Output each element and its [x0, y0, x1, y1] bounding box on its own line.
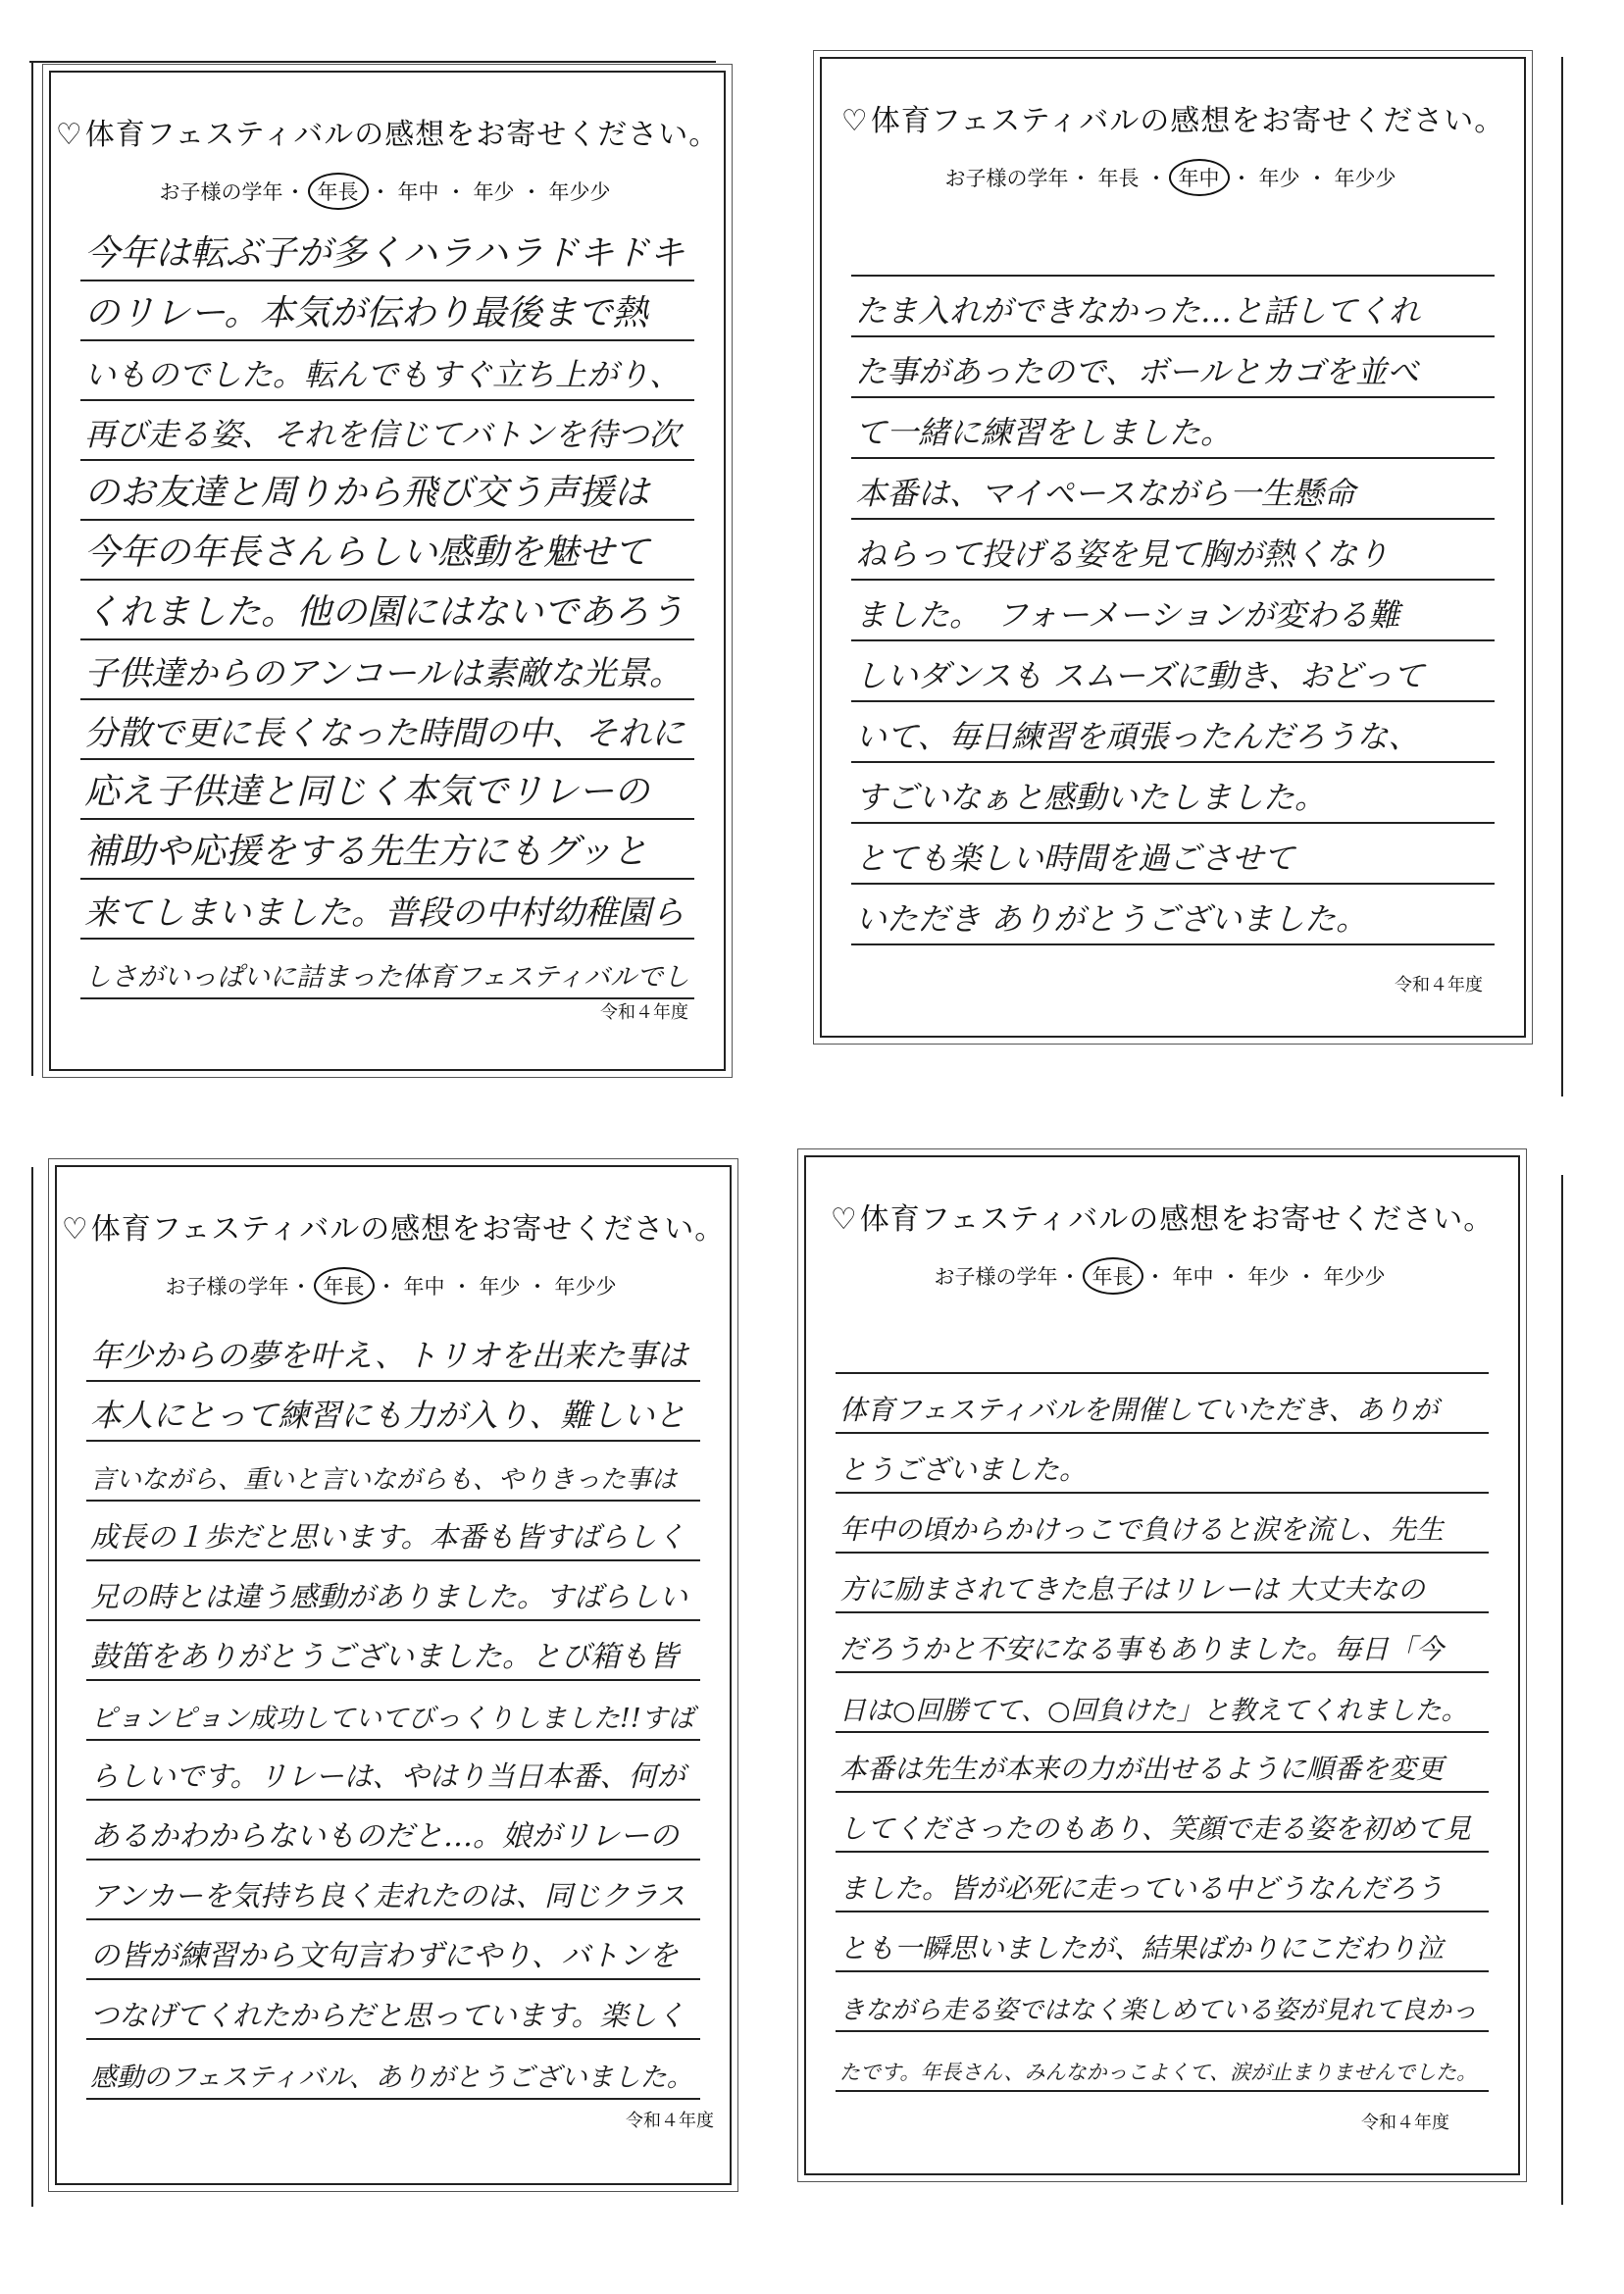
comment-line — [86, 1801, 700, 1861]
comment-lines — [836, 1314, 1489, 2092]
comment-line — [80, 521, 694, 581]
grade-separator: ・ — [1220, 1265, 1242, 1289]
year-footer: 令和４年度 — [626, 2111, 714, 2131]
card-title — [57, 1204, 730, 1248]
comment-line — [836, 1853, 1489, 1912]
comment-line — [86, 2040, 700, 2100]
comment-line-text: 体育フェスティバルを開催していただき、ありが — [839, 1394, 1439, 1426]
comment-line — [86, 1741, 700, 1801]
card-title-text: 体育フェスティバルの感想をお寄せください。 — [859, 1202, 1495, 1237]
comment-line-text: ました。 フォーメーションが変わる難 — [855, 596, 1400, 634]
grade-separator: ・ — [451, 1275, 473, 1299]
comment-line-text: とても楽しい時間を過ごさせて — [855, 840, 1295, 877]
heart-icon: ♡ — [61, 1212, 89, 1247]
comment-line — [80, 640, 694, 700]
comment-line-text: 再び走る姿、それを信じてバトンを待つ次 — [84, 416, 681, 453]
comment-line — [86, 1861, 700, 1920]
comment-line — [836, 1314, 1489, 1374]
comment-line-text: いただき ありがとうございました。 — [855, 900, 1368, 938]
comment-line-text: 本番は、マイペースながら一生懸命 — [855, 475, 1355, 512]
comment-line-text: の皆が練習から文句言わずにやり、バトンを — [90, 1939, 679, 1973]
comment-line — [80, 880, 694, 940]
grade-separator: ・ — [290, 1275, 312, 1299]
grade-separator: ・ — [527, 1275, 548, 1299]
comment-line — [836, 1673, 1489, 1733]
grade-option: 年少少 — [554, 1275, 617, 1299]
heart-icon: ♡ — [830, 1202, 858, 1237]
comment-lines — [851, 216, 1495, 945]
comment-line-text: あるかわからないものだと…。娘がリレーの — [90, 1819, 679, 1854]
comment-lines — [80, 222, 694, 999]
grade-selector — [806, 1257, 1518, 1295]
comment-line-text: たま入れができなかった…と話してくれ — [855, 292, 1421, 330]
comment-line-text: ました。皆が必死に走っている中どうなんだろう — [839, 1872, 1445, 1905]
year-footer: 令和４年度 — [600, 1002, 688, 1023]
comment-line-text: してくださったのもあり、笑顔で走る姿を初めて見 — [839, 1812, 1472, 1845]
comment-line-text: 日は○回勝てて、○回負けた」と教えてくれました。 — [839, 1696, 1468, 1726]
comment-line-text: きながら走る姿ではなく楽しめている姿が見れて良かっ — [839, 1996, 1478, 2025]
grade-separator: ・ — [1144, 1265, 1166, 1289]
grade-selector — [822, 159, 1524, 196]
comment-line-text: 方に励まされてきた息子はリレーは 大丈夫なの — [839, 1573, 1425, 1606]
comment-line — [80, 341, 694, 401]
survey-card-1 — [49, 71, 726, 1071]
grade-separator: ・ — [370, 180, 391, 204]
grade-option: 年少少 — [1323, 1265, 1386, 1289]
scan-rule-right-top — [1561, 57, 1563, 1096]
comment-line — [836, 1912, 1489, 1972]
year-footer: 令和４年度 — [1361, 2113, 1449, 2133]
scan-rule-left-bottom — [31, 1167, 33, 2207]
grade-option: 年少少 — [548, 180, 611, 204]
comment-line-text: のリレー。本気が伝わり最後まで熱 — [84, 293, 648, 333]
comment-line-text: た事があったので、ボールとカゴを並べ — [855, 353, 1419, 390]
comment-line-text: つなげてくれたからだと思っています。楽しく — [90, 1999, 685, 2032]
heart-icon: ♡ — [840, 104, 869, 138]
grade-option: 年中 — [1169, 159, 1230, 196]
comment-line-text: 分散で更に長くなった時間の中、それに — [84, 714, 685, 753]
comment-line — [86, 1382, 700, 1442]
comment-line — [80, 760, 694, 820]
comment-line-text: 言いながら、重いと言いながらも、やりきった事は — [90, 1465, 678, 1495]
comment-line-text: のお友達と周りから飛び交う声援は — [84, 473, 650, 513]
comment-line-text: て一緒に練習をしました。 — [855, 414, 1233, 451]
grade-option: 年少 — [1258, 167, 1300, 190]
comment-line-text: 子供達からのアンコールは素敵な光景。 — [84, 654, 683, 693]
comment-line — [836, 1554, 1489, 1613]
comment-line — [86, 1621, 700, 1681]
comment-line — [86, 1442, 700, 1502]
grade-separator: ・ — [445, 180, 467, 204]
grade-option: 年長 — [1083, 1257, 1143, 1295]
comment-line — [836, 1434, 1489, 1494]
comment-line — [80, 281, 694, 341]
comment-line-text: しいダンスも スムーズに動き、おどって — [855, 657, 1425, 694]
comment-line-text: 本人にとって練習にも力が入り、難しいと — [90, 1397, 686, 1434]
comment-line-text: たです。年長さん、みんなかっこよくて、涙が止まりませんでした。 — [839, 2061, 1478, 2084]
comment-line-text: らしいです。リレーは、やはり当日本番、何が — [90, 1759, 685, 1793]
grade-option: 年少少 — [1334, 167, 1396, 190]
comment-line — [851, 216, 1495, 277]
card-title — [806, 1195, 1518, 1238]
comment-line — [851, 885, 1495, 945]
grade-option: 年長 — [308, 173, 369, 210]
grade-option: 年少 — [473, 180, 515, 204]
comment-line — [836, 1793, 1489, 1853]
comment-line — [80, 820, 694, 880]
grade-selector — [51, 173, 724, 210]
comment-line — [836, 1972, 1489, 2032]
grade-separator: ・ — [1295, 1265, 1317, 1289]
comment-line-text: 今年は転ぶ子が多くハラハラドキドキ — [84, 233, 685, 274]
comment-line — [86, 1502, 700, 1561]
grade-separator: ・ — [284, 180, 306, 204]
grade-option: 年長 — [1097, 167, 1140, 190]
comment-line-text: 鼓笛をありがとうございました。とび箱も皆 — [90, 1640, 679, 1674]
comment-line — [86, 1980, 700, 2040]
grade-option: 年少 — [479, 1275, 521, 1299]
comment-line — [80, 461, 694, 521]
grade-selector — [57, 1267, 730, 1304]
comment-line — [80, 940, 694, 999]
scan-rule-right-bottom — [1561, 1175, 1563, 2205]
comment-line — [851, 581, 1495, 641]
comment-lines — [86, 1322, 700, 2100]
scan-rule-top-left — [29, 61, 716, 63]
grade-separator: ・ — [376, 1275, 397, 1299]
comment-line-text: しさがいっぱいに詰まった体育フェスティバルでし — [84, 962, 689, 993]
comment-line-text: 感動のフェスティバル、ありがとうございました。 — [90, 2063, 693, 2093]
comment-line-text: すごいなぁと感動いたしました。 — [855, 779, 1327, 816]
grade-option: 年中 — [403, 1275, 445, 1299]
heart-icon: ♡ — [55, 118, 83, 152]
comment-line-text: アンカーを気持ち良く走れたのは、同じクラス — [90, 1879, 685, 1912]
comment-line-text: ピョンピョン成功していてびっくりしました!!すば — [90, 1704, 694, 1734]
grade-separator: ・ — [1306, 167, 1328, 190]
grade-separator: ・ — [1231, 167, 1252, 190]
comment-line — [836, 2032, 1489, 2092]
comment-line-text: 兄の時とは違う感動がありました。すばらしい — [90, 1580, 688, 1613]
comment-line — [836, 1613, 1489, 1673]
comment-line — [80, 581, 694, 640]
comment-line — [836, 1494, 1489, 1554]
comment-line-text: 本番は先生が本来の力が出せるように順番を変更 — [839, 1753, 1445, 1785]
scan-rule-left-top — [31, 61, 33, 1076]
comment-line-text: だろうかと不安になる事もありました。毎日「今 — [839, 1633, 1445, 1665]
comment-line — [836, 1374, 1489, 1434]
comment-line — [851, 641, 1495, 702]
comment-line-text: 今年の年長さんらしい感動を魅せて — [84, 533, 650, 573]
comment-line-text: 来てしまいました。普段の中村幼稚園ら — [84, 893, 685, 933]
card-title — [51, 110, 724, 153]
comment-line-text: とうございました。 — [839, 1453, 1088, 1486]
comment-line-text: 成長の１歩だと思います。本番も皆すばらしく — [90, 1520, 685, 1554]
grade-prefix: お子様の学年 — [165, 1275, 289, 1299]
comment-line — [80, 222, 694, 281]
comment-line — [80, 700, 694, 760]
grade-separator: ・ — [1145, 167, 1167, 190]
comment-line — [86, 1920, 700, 1980]
grade-separator: ・ — [521, 180, 542, 204]
grade-prefix: お子様の学年 — [944, 167, 1069, 190]
comment-line-text: いて、毎日練習を頑張ったんだろうな、 — [855, 718, 1420, 755]
grade-separator: ・ — [1059, 1265, 1081, 1289]
comment-line-text: いものでした。転んでもすぐ立ち上がり、 — [84, 356, 682, 393]
comment-line-text: ねらって投げる姿を見て胸が熱くなり — [855, 535, 1390, 573]
comment-line — [86, 1561, 700, 1621]
comment-line — [86, 1322, 700, 1382]
year-footer: 令和４年度 — [1395, 975, 1483, 995]
grade-prefix: お子様の学年 — [159, 180, 283, 204]
comment-line-text: 応え子供達と同じく本気でリレーの — [84, 772, 650, 812]
comment-line — [851, 763, 1495, 824]
grade-separator: ・ — [1070, 167, 1091, 190]
survey-card-3 — [55, 1165, 732, 2185]
survey-card-4 — [804, 1155, 1520, 2175]
grade-option: 年少 — [1247, 1265, 1290, 1289]
comment-line-text: くれました。他の園にはないであろう — [84, 592, 685, 633]
grade-option: 年中 — [1172, 1265, 1214, 1289]
card-title-text: 体育フェスティバルの感想をお寄せください。 — [84, 118, 720, 152]
comment-line — [86, 1681, 700, 1741]
grade-prefix: お子様の学年 — [934, 1265, 1058, 1289]
comment-line-text: 年中の頃からかけっこで負けると涙を流し、先生 — [839, 1513, 1445, 1546]
comment-line — [851, 277, 1495, 337]
comment-line — [851, 702, 1495, 763]
card-title-text: 体育フェスティバルの感想をお寄せください。 — [90, 1212, 726, 1247]
comment-line — [851, 459, 1495, 520]
comment-line — [836, 1733, 1489, 1793]
grade-option: 年長 — [314, 1267, 375, 1304]
comment-line — [851, 398, 1495, 459]
comment-line — [851, 520, 1495, 581]
grade-option: 年中 — [397, 180, 439, 204]
comment-line — [851, 337, 1495, 398]
comment-line-text: とも一瞬思いましたが、結果ばかりにこだわり泣 — [839, 1932, 1445, 1964]
comment-line — [851, 824, 1495, 885]
survey-card-2 — [820, 57, 1526, 1038]
comment-line-text: 年少からの夢を叶え、トリオを出来た事は — [90, 1337, 688, 1374]
card-title — [822, 96, 1524, 139]
card-title-text: 体育フェスティバルの感想をお寄せください。 — [870, 104, 1505, 138]
comment-line — [80, 401, 694, 461]
comment-line-text: 補助や応援をする先生方にもグッと — [84, 832, 648, 872]
